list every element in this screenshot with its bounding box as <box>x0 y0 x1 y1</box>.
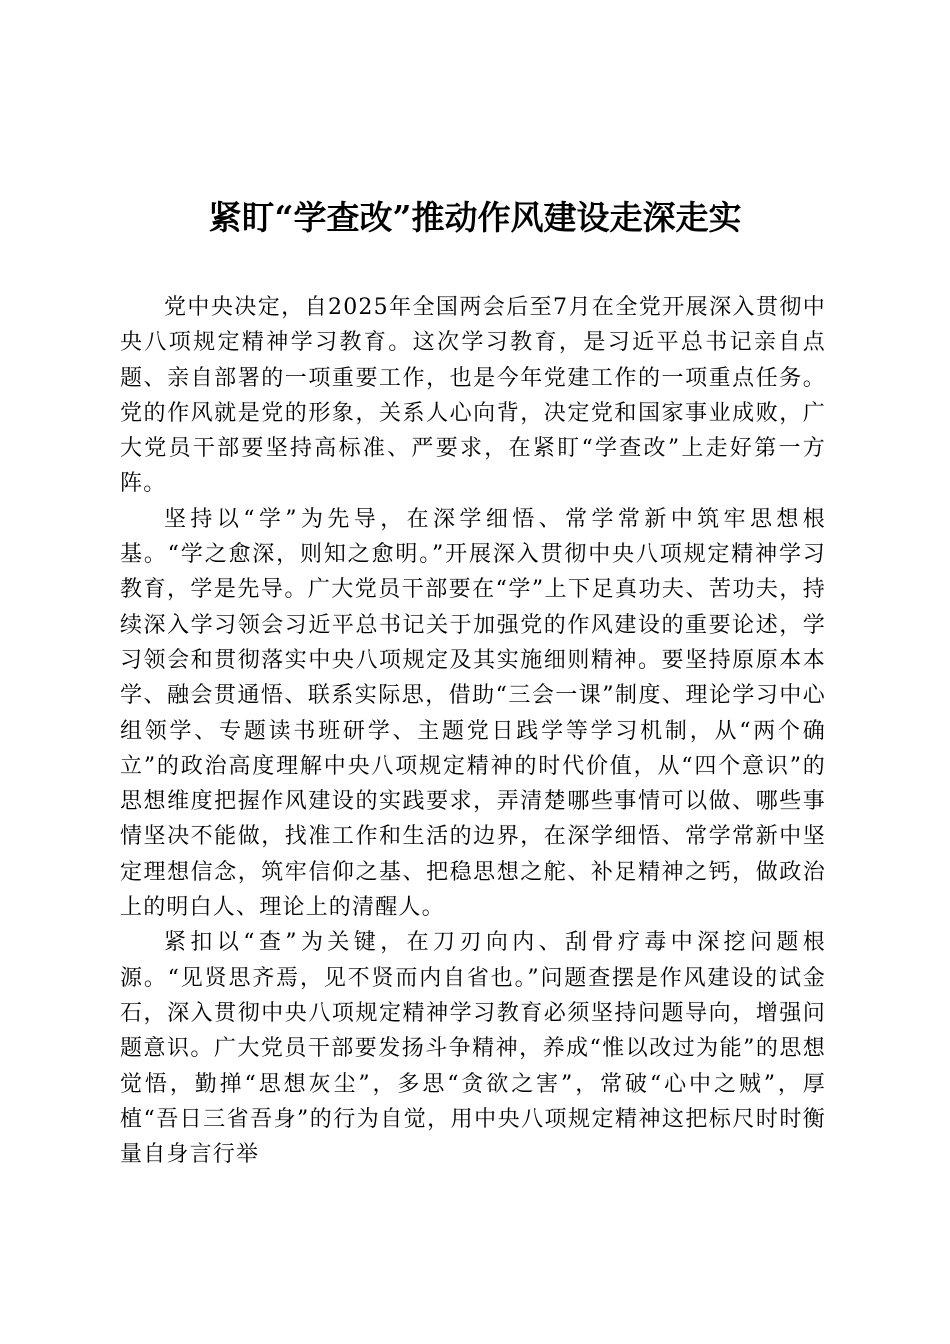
paragraph: 紧扣以“查”为关键，在刀刃向内、刮骨疗毒中深挖问题根源。“见贤思齐焉，见不贤而内自省也。”问题查摆是作风建设的试金石，深入贯彻中央八项规定精神学习教育必须坚持问题导向，增强问题意识。广大党员干部要发扬斗争精神，养成“惟以改过为能”的思想觉悟，勤掸“思想灰尘”，多思“贪欲之害”，常破“心中之贼”，厚植“吾日三省吾身”的行为自觉，用中央八项规定精神这把标尺时时衡量自身言行举 <box>120 930 826 1168</box>
paragraph: 坚持以“学”为先导，在深学细悟、常学常新中筑牢思想根基。“学之愈深，则知之愈明。”开展深入贯彻中央八项规定精神学习教育，学是先导。广大党员干部要在“学”上下足真功夫、苦功夫，持续深入学习领会习近平总书记关于加强党的作风建设的重要论述，学习领会和贯彻落实中央八项规定及其实施细则精神。要坚持原原本本学、融会贯通悟、联系实际思，借助“三会一课”制度、理论学习中心组领学、专题读书班研学、主题党日践学等学习机制，从“两个确立”的政治高度理解中央八项规定精神的时代价值，从“四个意识”的思想维度把握作风建设的实践要求，弄清楚哪些事情可以做、哪些事情坚决不能做，找准工作和生活的边界，在深学细悟、常学常新中坚定理想信念，筑牢信仰之基、把稳思想之舵、补足精神之钙，做政治上的明白人、理论上的清醒人。 <box>120 506 826 921</box>
paragraph: 党中央决定，自2025年全国两会后至7月在全党开展深入贯彻中央八项规定精神学习教育。这次学习教育，是习近平总书记亲自点题、亲自部署的一项重要工作，也是今年党建工作的一项重点任务。党的作风就是党的形象，关系人心向背，决定党和国家事业成败，广大党员干部要坚持高标准、严要求，在紧盯“学查改”上走好第一方阵。 <box>120 295 826 497</box>
document-title: 紧盯“学查改”推动作风建设走深走实 <box>208 198 742 237</box>
document-body <box>120 290 826 1172</box>
